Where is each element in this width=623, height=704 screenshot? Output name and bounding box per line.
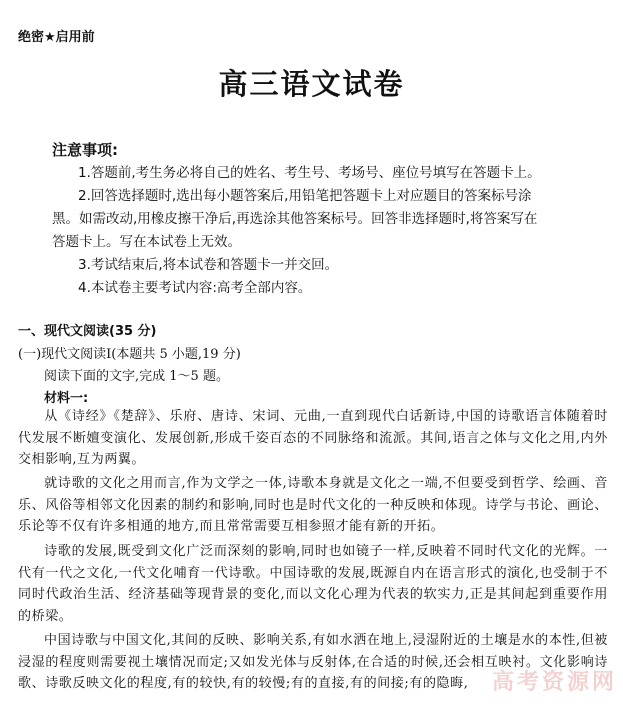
paragraph-1	[18, 406, 608, 471]
confidential-label: 绝密★启用前	[18, 30, 95, 45]
paragraph-3	[18, 541, 608, 627]
material-label: 材料一:	[44, 391, 89, 406]
watermark: 高考资源网	[491, 670, 617, 695]
notice-item-3: 3.考试结束后,将本试卷和答题卡一并交回。	[78, 257, 339, 273]
notice-item-2: 2.回答选择题时,选出每小题答案后,用铅笔把答题卡上对应题目的答案标号涂	[78, 188, 532, 204]
notice-item-1: 1.答题前,考生务必将自己的姓名、考生号、考场号、座位号填写在答题卡上。	[78, 165, 541, 181]
paragraph-3-text: 诗歌的发展,既受到文化广泛而深刻的影响,同时也如镜子一样,反映着不同时代文化的光辉。一代有一代之文化,一代文化哺育一代诗歌。中国诗歌的发展,既源自内在语言形式的演化,也受制于不同时代政治生活、经济基础等现背景的变化,而以文化心理为代表的软实力,正是其间起到重要作用的桥梁。	[18, 544, 608, 624]
notice-item-2-end: 答题卡上。写在本试卷上无效。	[52, 234, 241, 250]
notice-item-2-cont: 黑。如需改动,用橡皮擦干净后,再选涂其他答案标号。回答非选择题时,将答案写在	[52, 211, 538, 227]
reading-instruction: 阅读下面的文字,完成 1～5 题。	[44, 369, 229, 384]
notice-heading: 注意事项:	[52, 141, 118, 159]
page-title: 高三语文试卷	[218, 67, 405, 101]
paragraph-4-text: 中国诗歌与中国文化,其间的反映、影响关系,有如水洒在地上,浸湿附近的土壤是水的本性,但被浸湿的程度则需要视土壤情况而定;又如发光体与反射体,在合适的时候,还会相互映衬。文化影响诗歌、诗歌反映文化的程度,有的较快,有的较慢;有的直接,有的间接;有的隐晦,	[18, 633, 608, 691]
sub-section-heading: (一)现代文阅读Ⅰ(本题共 5 小题,19 分)	[18, 347, 241, 362]
section-heading: 一、现代文阅读(35 分)	[18, 324, 157, 339]
paragraph-2-text: 就诗歌的文化之用而言,作为文学之一体,诗歌本身就是文化之一端,不但要受到哲学、绘画、音乐、风俗等相邻文化因素的制约和影响,同时也是时代文化的一种反映和体现。诗学与书论、画论、乐论等不仅有许多相通的地方,而且常常需要互相参照才能有新的开拓。	[18, 476, 608, 534]
paragraph-2	[18, 473, 608, 538]
notice-item-4: 4.本试卷主要考试内容:高考全部内容。	[78, 280, 312, 296]
paragraph-1-text: 从《诗经》《楚辞》、乐府、唐诗、宋词、元曲,一直到现代白话新诗,中国的诗歌语言体随着时代发展不断嬗变演化、发展创新,形成千姿百态的不同脉络和流派。其间,语言之体与文化之用,内外交相影响,互为两翼。	[18, 409, 608, 467]
